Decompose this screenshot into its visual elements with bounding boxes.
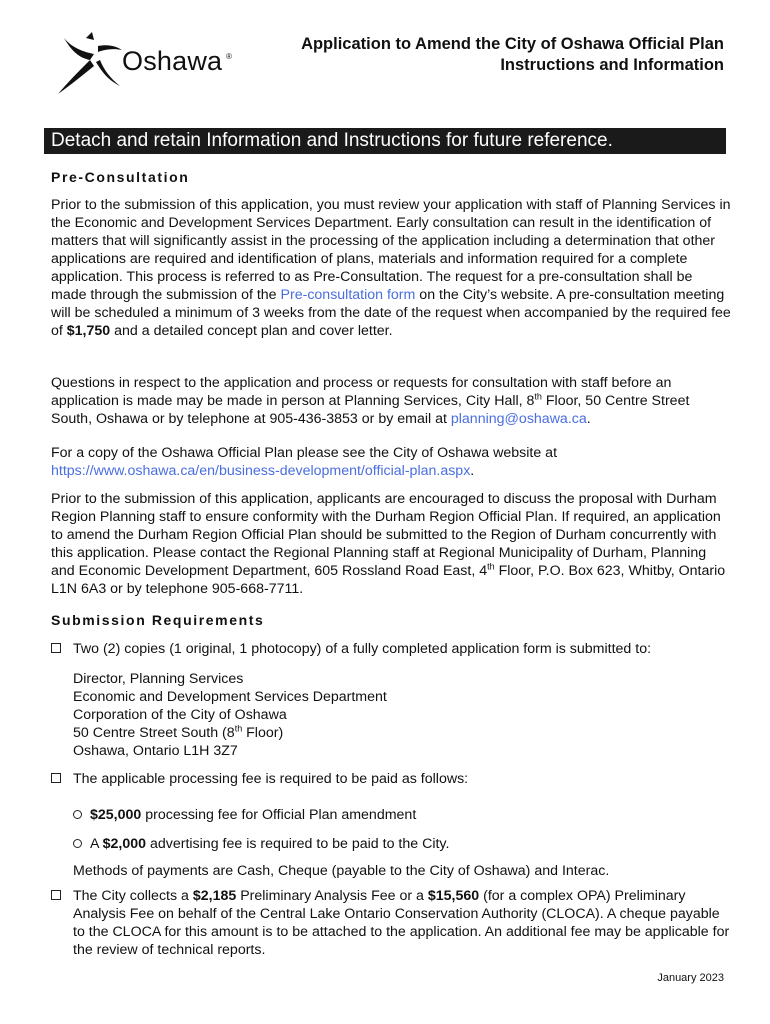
cloca-text-a: The City collects a: [73, 888, 193, 904]
advertising-fee-text: advertising fee is required to be paid to the City.: [146, 836, 450, 852]
document-title: [301, 34, 724, 76]
p1-text-c: and a detailed concept plan and cover letter.: [110, 323, 393, 339]
p1-text-b: on the City’s website. A pre-consultation meeting will be scheduled a minimum of 3 weeks from the date of the request when accompanied by the required fee of: [51, 287, 731, 339]
registered-mark: ®: [226, 52, 232, 61]
item-fee-text: The applicable processing fee is required to be paid as follows:: [73, 771, 469, 787]
planning-email-link[interactable]: planning@oshawa.ca: [450, 411, 587, 427]
checkbox-icon[interactable]: [51, 643, 61, 653]
preconsultation-heading: Pre-Consultation: [51, 169, 190, 185]
item-copies-text: Two (2) copies (1 original, 1 photocopy) of a fully completed application form is submitted to:: [73, 641, 652, 657]
circle-bullet-icon: [73, 810, 82, 819]
p2-sup: th: [534, 391, 542, 402]
title-line-1: Application to Amend the City of Oshawa Official Plan: [301, 35, 724, 53]
address-line-5: Oshawa, Ontario L1H 3Z7: [73, 743, 238, 759]
advertising-fee-prefix: A: [90, 836, 103, 852]
address-line-3: Corporation of the City of Oshawa: [73, 707, 287, 723]
circle-bullet-icon: [73, 839, 82, 848]
fee-bullet-advertising: [73, 835, 449, 853]
p3-text-a: For a copy of the Oshawa Official Plan please see the City of Oshawa website at: [51, 445, 558, 461]
p2-text-a: Questions in respect to the application and process or requests for consultation with staff before an application is made may be made in person at Planning Services, City Hall, 8: [51, 375, 672, 409]
mailing-address: [73, 670, 387, 760]
address-line-4-a: 50 Centre Street South (8: [73, 725, 235, 741]
item-cloca-text: [73, 887, 733, 959]
advertising-fee: $2,000: [102, 836, 147, 852]
checkbox-icon[interactable]: [51, 773, 61, 783]
preliminary-fee: $2,185: [192, 888, 237, 904]
preconsultation-paragraph-4: [51, 490, 731, 598]
address-line-4-sup: th: [234, 723, 243, 734]
preconsultation-form-link[interactable]: Pre-consultation form: [280, 287, 416, 303]
p3-text-b: .: [470, 463, 475, 479]
complex-opa-fee: $15,560: [427, 888, 480, 904]
detach-banner: Detach and retain Information and Instructions for future reference.: [44, 128, 726, 154]
footer-date: January 2023: [657, 972, 724, 984]
preconsultation-paragraph-2: [51, 374, 731, 428]
p4-sup: th: [487, 561, 495, 572]
address-line-4-b: Floor): [242, 725, 284, 741]
oshawa-star-icon: [50, 28, 130, 100]
oshawa-logo: [50, 28, 250, 100]
submission-heading: Submission Requirements: [51, 612, 265, 628]
address-line-2: Economic and Development Services Department: [73, 689, 387, 705]
preconsultation-fee: $1,750: [66, 323, 111, 339]
p2-text-b: Floor, 50 Centre Street South, Oshawa or by telephone at 905-436-3853 or by email at: [51, 393, 690, 427]
checkbox-icon[interactable]: [51, 890, 61, 900]
processing-fee-text: processing fee for Official Plan amendment: [141, 807, 417, 823]
p1-text-a: Prior to the submission of this application, you must review your application with staff of Planning Services in the Economic and Development Services Department. Early consultation can result in the identification of matters that will significantly assist in the processing of the application including a determination that other applications are required and identification of plans, materials and information required for a complete application. This process is referred to as Pre-Consultation. The request for a pre-consultation shall be made through the submission of the: [51, 197, 731, 303]
address-line-4: [73, 724, 387, 742]
title-line-2: Instructions and Information: [500, 56, 724, 74]
cloca-text-b: Preliminary Analysis Fee or a: [236, 888, 428, 904]
address-line-1: Director, Planning Services: [73, 671, 244, 687]
cloca-text-c: (for a complex OPA) Preliminary Analysis Fee on behalf of the Central Lake Ontario Conservation Authority (CLOCA). A cheque payable to the CLOCA for this amount is to be attached to the application. An additional fee may be applicable for the review of technical reports.: [73, 888, 730, 958]
p4-text-a: Prior to the submission of this application, applicants are encouraged to discuss the proposal with Durham Region Planning staff to ensure conformity with the Durham Region Official Plan. If required, an application to amend the Durham Region Official Plan should be submitted to the Region of Durham concurrently with this application. Please contact the Regional Planning staff at Regional Municipality of Durham, Planning and Economic Development Department, 605 Rossland Road East, 4: [51, 491, 721, 579]
processing-fee: $25,000: [90, 807, 142, 823]
p4-text-b: Floor, P.O. Box 623, Whitby, Ontario L1N 6A3 or by telephone 905-668-7711.: [51, 563, 726, 597]
preconsultation-paragraph-3: [51, 444, 731, 480]
logo-wordmark: Oshawa: [122, 46, 223, 76]
payment-methods: Methods of payments are Cash, Cheque (payable to the City of Oshawa) and Interac.: [73, 863, 610, 879]
preconsultation-paragraph-1: [51, 196, 731, 340]
p2-text-c: .: [586, 411, 591, 427]
official-plan-url-link[interactable]: https://www.oshawa.ca/en/business-development/official-plan.aspx: [51, 463, 471, 479]
fee-bullet-processing: [73, 806, 416, 824]
